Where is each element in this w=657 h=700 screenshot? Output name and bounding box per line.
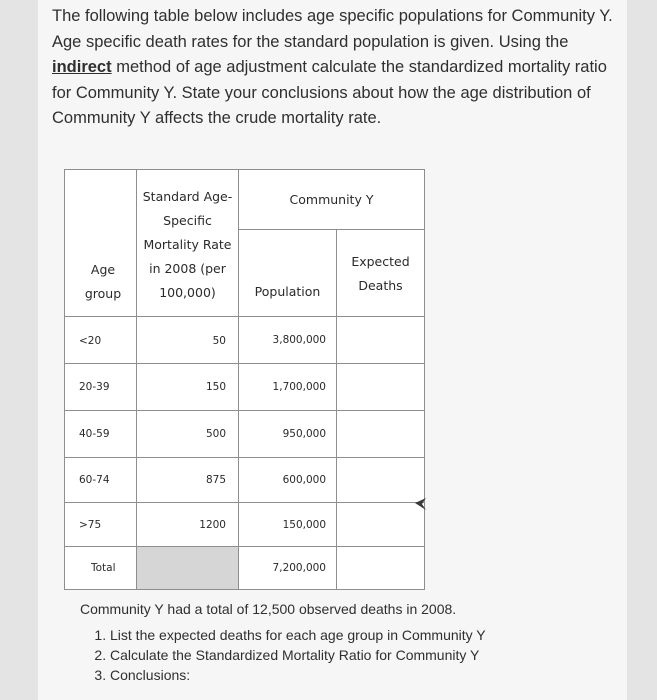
question-text-after: method of age adjustment calculate the standardized mortality ratio for Community Y. State your conclusions about how the age distribution of Community Y affects the crude mortality rate.: [52, 58, 607, 127]
table-row: [65, 503, 425, 547]
table-row: [65, 317, 425, 364]
population-cell: 3,800,000: [239, 317, 337, 364]
task-item: 3. Conclusions:: [110, 665, 620, 685]
header-community: [239, 170, 425, 230]
population-cell: 1,700,000: [239, 364, 337, 411]
header-expected-deaths-label: Expected Deaths: [351, 254, 410, 293]
header-standard-rate: [137, 170, 239, 317]
rate-cell: 50: [137, 317, 239, 364]
task-item: 2. Calculate the Standardized Mortality Ratio for Community Y: [110, 645, 620, 665]
rate-cell: 500: [137, 411, 239, 458]
right-margin: [627, 0, 657, 700]
mouse-cursor-icon: [414, 497, 428, 511]
header-age-group: [65, 170, 137, 317]
age-cell: 60-74: [65, 458, 137, 503]
rate-cell: 875: [137, 458, 239, 503]
header-standard-rate-label: Standard Age-Specific Mortality Rate in 2008 (per 100,000): [142, 189, 233, 300]
rate-cell: 150: [137, 364, 239, 411]
total-row: [65, 547, 425, 590]
question-text: [52, 4, 622, 132]
header-age-group-label: Age group: [84, 262, 122, 301]
expected-cell[interactable]: [337, 364, 425, 411]
population-cell: 950,000: [239, 411, 337, 458]
population-cell: 600,000: [239, 458, 337, 503]
total-label: Total: [65, 547, 137, 590]
total-rate-cell: [137, 547, 239, 590]
expected-cell[interactable]: [337, 317, 425, 364]
header-expected-deaths: [337, 230, 425, 317]
table-row: [65, 411, 425, 458]
task-item: 1. List the expected deaths for each age group in Community Y: [110, 625, 620, 645]
header-population-label: Population: [254, 284, 321, 299]
population-cell: 150,000: [239, 503, 337, 547]
table-row: [65, 458, 425, 503]
data-table: [64, 169, 425, 590]
age-cell: <20: [65, 317, 137, 364]
age-cell: 40-59: [65, 411, 137, 458]
header-community-label: Community Y: [289, 191, 374, 207]
expected-cell[interactable]: [337, 411, 425, 458]
followup-section: [80, 601, 620, 685]
header-population: [239, 230, 337, 317]
observed-deaths-text: Community Y had a total of 12,500 observed deaths in 2008.: [80, 601, 457, 617]
task-list: [80, 625, 620, 685]
question-emphasis: indirect: [52, 58, 112, 76]
total-expected-cell[interactable]: [337, 547, 425, 590]
table-row: [65, 364, 425, 411]
age-cell: >75: [65, 503, 137, 547]
rate-cell: 1200: [137, 503, 239, 547]
total-population-cell: 7,200,000: [239, 547, 337, 590]
age-cell: 20-39: [65, 364, 137, 411]
left-margin: [0, 0, 38, 700]
expected-cell[interactable]: [337, 458, 425, 503]
expected-cell[interactable]: [337, 503, 425, 547]
question-text-before: The following table below includes age specific populations for Community Y. Age specific death rates for the standard population is given. Using the: [52, 7, 613, 51]
